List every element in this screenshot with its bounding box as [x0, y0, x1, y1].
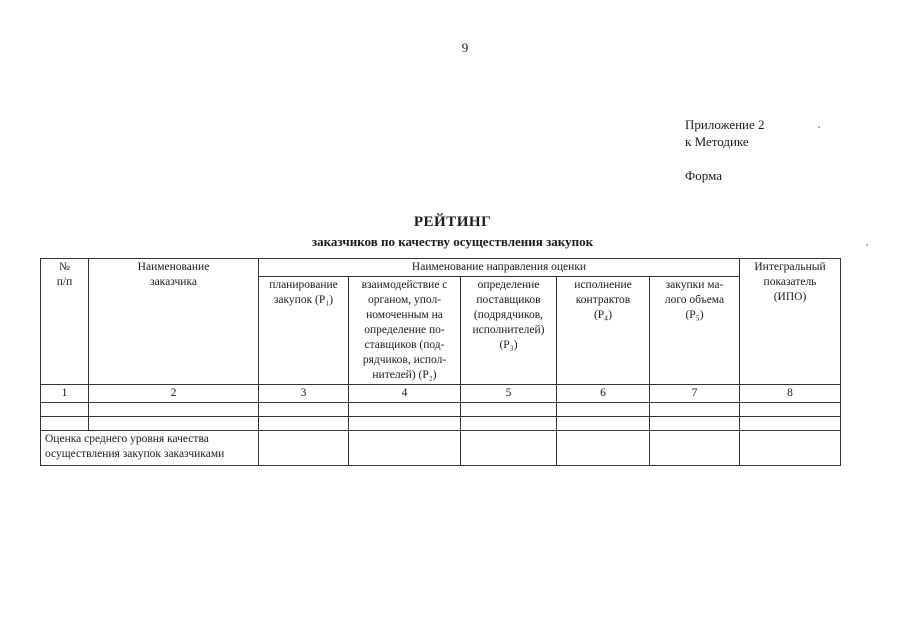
scan-speck: [866, 244, 868, 246]
header-p4: [557, 277, 650, 385]
header-p5: [650, 277, 740, 385]
header-customer-label: Наименование заказчика: [137, 261, 210, 288]
header-p2: [349, 277, 461, 385]
table-row: [41, 403, 841, 417]
table-cell: [89, 403, 259, 417]
header-p1: [259, 277, 349, 385]
column-number-4: 4: [349, 385, 461, 403]
column-number-3: 3: [259, 385, 349, 403]
header-row-1: [41, 259, 841, 277]
table-cell: [259, 417, 349, 431]
appendix-note: [685, 116, 765, 150]
header-p4-label: исполнение контрактов (Р₄): [574, 279, 632, 321]
header-ipo: [740, 259, 841, 385]
table-cell: [89, 417, 259, 431]
table-cell: [557, 403, 650, 417]
summary-label: Оценка среднего уровня качества осуществления закупок заказчиками: [41, 431, 259, 466]
header-p2-label: взаимодействие с органом, упол- номоченным на определение по- ставщиков (под- рядчиков, испол- нителей) (Р₂): [361, 279, 448, 381]
table-cell: [259, 403, 349, 417]
header-directions-label: Наименование направления оценки: [411, 261, 587, 273]
column-number-row: [41, 385, 841, 403]
rating-table: [40, 258, 841, 466]
summary-row: [41, 431, 841, 466]
summary-cell: [650, 431, 740, 466]
scan-speck: [818, 126, 820, 128]
column-number-6: 6: [557, 385, 650, 403]
table-cell: [650, 403, 740, 417]
table-row: [41, 417, 841, 431]
header-p1-label: планирование закупок (Р₁): [269, 279, 338, 306]
summary-cell: [557, 431, 650, 466]
page-number: 9: [461, 40, 469, 55]
table-cell: [557, 417, 650, 431]
summary-cell: [349, 431, 461, 466]
form-label: Форма: [685, 168, 722, 183]
summary-cell: [740, 431, 841, 466]
column-number-8: 8: [740, 385, 841, 403]
table-cell: [349, 417, 461, 431]
header-p3: [461, 277, 557, 385]
header-ipo-label: Интегральный показатель (ИПО): [754, 261, 826, 303]
table-cell: [349, 403, 461, 417]
appendix-line-1: Приложение 2: [685, 117, 765, 132]
table-cell: [740, 403, 841, 417]
table-cell: [41, 403, 89, 417]
column-number-2: 2: [89, 385, 259, 403]
header-customer: [89, 259, 259, 385]
column-number-7: 7: [650, 385, 740, 403]
header-directions-group: [259, 259, 740, 277]
header-p3-label: определение поставщиков (подрядчиков, исполнителей) (Р₃): [472, 279, 545, 351]
column-number-5: 5: [461, 385, 557, 403]
table-cell: [41, 417, 89, 431]
appendix-line-2: к Методике: [685, 134, 749, 149]
table-cell: [740, 417, 841, 431]
header-num-label: № п/п: [56, 261, 73, 288]
header-p5-label: закупки ма- лого объема (Р₅): [664, 279, 725, 321]
document-subtitle: заказчиков по качеству осуществления закупок: [311, 234, 594, 249]
document-title: РЕЙТИНГ: [413, 214, 492, 230]
table-cell: [461, 403, 557, 417]
table-cell: [650, 417, 740, 431]
table-cell: [461, 417, 557, 431]
summary-cell: [259, 431, 349, 466]
column-number-1: 1: [41, 385, 89, 403]
summary-cell: [461, 431, 557, 466]
header-num: [41, 259, 89, 385]
